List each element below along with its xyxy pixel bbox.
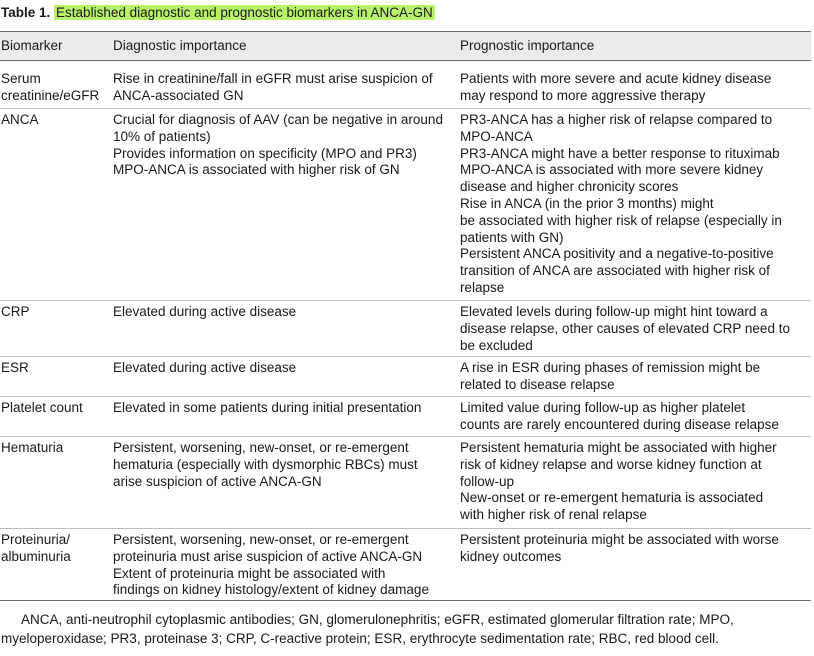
diagnostic-cell [113, 400, 421, 417]
table-footnote [1, 610, 809, 648]
row-separator [0, 528, 811, 529]
cell-line: ANCA-associated GN [113, 87, 244, 103]
row-separator [0, 396, 811, 397]
cell-line: transition of ANCA are associated with higher risk of [460, 263, 770, 279]
diagnostic-cell [113, 304, 296, 321]
header-prognostic: Prognostic importance [460, 38, 595, 53]
diagnostic-cell [113, 532, 429, 599]
cell-line: disease and higher chronicity scores [460, 179, 679, 195]
cell-line: Persistent, worsening, new-onset, or re-emergent [113, 532, 409, 547]
cell-line: proteinuria must arise suspicion of active ANCA-GN [113, 548, 423, 564]
cell-line: 10% of patients) [113, 128, 211, 144]
cell-line: Elevated during active disease [113, 360, 297, 375]
row-separator [0, 436, 811, 437]
diagnostic-cell [113, 112, 443, 179]
cell-line: PR3-ANCA has a higher risk of relapse compared to [460, 112, 773, 127]
biomarker-cell [1, 532, 71, 566]
cell-line: related to disease relapse [460, 376, 615, 392]
cell-line: arise suspicion of active ANCA-GN [113, 473, 322, 489]
cell-line: Serum [1, 71, 41, 86]
prognostic-cell [460, 400, 779, 434]
cell-line: Hematuria [1, 440, 64, 455]
cell-line: Proteinuria/ [1, 532, 71, 547]
cell-line: counts are rarely encountered during disease relapse [460, 416, 779, 432]
cell-line: Elevated during active disease [113, 304, 297, 319]
cell-line: Limited value during follow-up as higher platelet [460, 400, 746, 415]
prognostic-cell [460, 112, 782, 297]
cell-line: Elevated in some patients during initial presentation [113, 400, 422, 415]
cell-line: Crucial for diagnosis of AAV (can be negative in around [113, 112, 443, 127]
cell-line: CRP [1, 304, 30, 319]
cell-line: Persistent proteinuria might be associated with worse [460, 532, 779, 547]
footnote-line: myeloperoxidase; PR3, proteinase 3; CRP, C-reactive protein; ESR, erythrocyte sedimentation rate; RBC, red blood cell. [1, 631, 719, 646]
footnote-line: ANCA, anti-neutrophil cytoplasmic antibodies; GN, glomerulonephritis; eGFR, estimated glomerular filtration rate; MPO, [21, 612, 734, 627]
cell-line: findings on kidney histology/extent of kidney damage [113, 582, 429, 598]
table-label: Table 1. [1, 5, 51, 20]
row-separator [0, 300, 811, 301]
cell-line: MPO-ANCA is associated with more severe kidney [460, 162, 764, 178]
biomarker-cell [1, 360, 29, 377]
cell-line: Persistent hematuria might be associated with higher [460, 440, 777, 455]
cell-line: disease relapse, other causes of elevated CRP need to [460, 320, 790, 336]
cell-line: patients with GN) [460, 229, 564, 245]
cell-line: Persistent ANCA positivity and a negative-to-positive [460, 246, 774, 262]
cell-line: be associated with higher risk of relapse (especially in [460, 212, 782, 228]
prognostic-cell [460, 71, 771, 105]
cell-line: MPO-ANCA [460, 128, 533, 144]
diagnostic-cell [113, 71, 433, 105]
header-diagnostic: Diagnostic importance [113, 38, 247, 53]
cell-line: kidney outcomes [460, 548, 562, 564]
table-caption [1, 3, 435, 23]
biomarker-cell [1, 71, 99, 105]
cell-line: Elevated levels during follow-up might hint toward a [460, 304, 768, 319]
cell-line: Platelet count [1, 400, 83, 415]
diagnostic-cell [113, 440, 418, 490]
table-bottom-rule [0, 600, 811, 601]
cell-line: Provides information on specificity (MPO and PR3) [113, 145, 417, 161]
biomarker-cell [1, 400, 83, 417]
cell-line: Rise in ANCA (in the prior 3 months) might [460, 195, 714, 211]
prognostic-cell [460, 360, 760, 394]
cell-line: risk of kidney relapse and worse kidney function at [460, 456, 762, 472]
row-separator [0, 356, 811, 357]
cell-line: MPO-ANCA is associated with higher risk of GN [113, 162, 400, 178]
cell-line: albuminuria [1, 548, 71, 564]
biomarker-cell [1, 304, 30, 321]
cell-line: hematuria (especially with dysmorphic RBCs) must [113, 456, 418, 472]
cell-line: New-onset or re-emergent hematuria is associated [460, 490, 764, 506]
prognostic-cell [460, 304, 790, 354]
cell-line: creatinine/eGFR [1, 87, 100, 103]
diagnostic-cell [113, 360, 296, 377]
cell-line: may respond to more aggressive therapy [460, 87, 706, 103]
table-title: Established diagnostic and prognostic biomarkers in ANCA-GN [56, 5, 433, 20]
biomarker-cell [1, 112, 39, 129]
cell-line: Extent of proteinuria might be associated with [113, 565, 386, 581]
cell-line: ESR [1, 360, 29, 375]
cell-line: Patients with more severe and acute kidney disease [460, 71, 772, 86]
cell-line: Persistent, worsening, new-onset, or re-emergent [113, 440, 409, 455]
cell-line: with higher risk of renal relapse [460, 507, 647, 523]
table-header-row [0, 31, 811, 61]
cell-line: Rise in creatinine/fall in eGFR must arise suspicion of [113, 71, 433, 86]
cell-line: relapse [460, 279, 505, 295]
cell-line: follow-up [460, 473, 515, 489]
row-separator [0, 108, 811, 109]
cell-line: be excluded [460, 337, 533, 353]
cell-line: A rise in ESR during phases of remission might be [460, 360, 761, 375]
cell-line: ANCA [1, 112, 39, 127]
prognostic-cell [460, 440, 777, 524]
biomarker-cell [1, 440, 63, 457]
prognostic-cell [460, 532, 779, 566]
header-biomarker: Biomarker [1, 38, 63, 53]
cell-line: PR3-ANCA might have a better response to rituximab [460, 145, 780, 161]
